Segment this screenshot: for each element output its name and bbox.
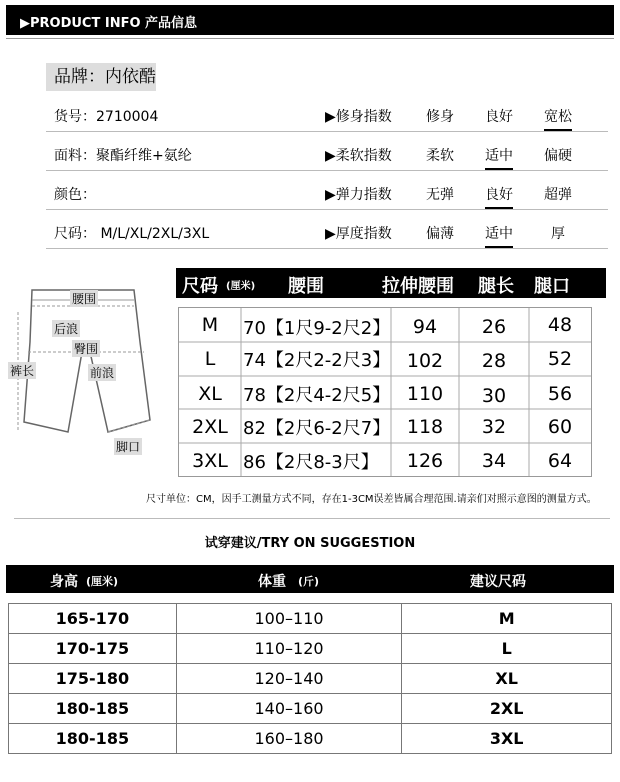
height-cell: 180-185 bbox=[9, 724, 177, 754]
header-title: ▶PRODUCT INFO 产品信息 bbox=[20, 16, 198, 31]
suggestion-table bbox=[8, 603, 612, 754]
height-cell: 180-185 bbox=[9, 694, 177, 724]
size-unit-label: (厘米) bbox=[226, 281, 256, 292]
stretch-opt-0: 无弹 bbox=[426, 187, 454, 203]
waist-cell: 70【1尺9-2尺2】 bbox=[243, 318, 391, 339]
header-divider bbox=[6, 38, 614, 39]
row-divider bbox=[46, 170, 608, 171]
size-cell: 3XL bbox=[192, 450, 228, 472]
row-divider bbox=[46, 131, 608, 132]
leg-opening-cell: 64 bbox=[547, 450, 573, 472]
diagram-waist-label: 腰围 bbox=[72, 292, 97, 306]
diagram-front-rise-label: 前浪 bbox=[90, 366, 115, 380]
waist-cell: 78【2尺4-2尺5】 bbox=[243, 385, 391, 406]
diagram-length-label: 裤长 bbox=[10, 364, 35, 378]
size-cell: 2XL bbox=[192, 416, 228, 438]
size-cell: M bbox=[201, 314, 219, 336]
fit-opt-0: 修身 bbox=[426, 109, 454, 125]
shorts-diagram bbox=[8, 282, 168, 460]
weight-cell: 160–180 bbox=[176, 724, 402, 754]
thickness-opt-1-selected: 适中 bbox=[485, 223, 513, 248]
suggestion-row bbox=[9, 664, 612, 694]
stretch-index-label: ▶弹力指数 bbox=[325, 187, 392, 203]
row-divider bbox=[46, 248, 608, 249]
waist-col-header: 腰围 bbox=[288, 276, 324, 297]
waist-cell: 74【2尺2-2尺3】 bbox=[243, 350, 391, 371]
leg-length-cell: 28 bbox=[481, 350, 507, 372]
section-divider bbox=[14, 518, 610, 519]
suggestion-row bbox=[9, 604, 612, 634]
stretch-waist-cell: 118 bbox=[406, 416, 444, 438]
weight-col-header: 体重 bbox=[258, 574, 286, 590]
softness-opt-1-selected: 适中 bbox=[485, 145, 513, 170]
diagram-hip-label: 臀围 bbox=[74, 342, 99, 356]
thickness-opt-2: 厚 bbox=[551, 226, 565, 242]
size-cell: L bbox=[204, 348, 216, 370]
leg-length-col-header: 腿长 bbox=[478, 276, 514, 297]
stretch-opt-1-selected: 良好 bbox=[485, 184, 513, 209]
suggested-size-col-header: 建议尺码 bbox=[470, 574, 526, 590]
height-cell: 175-180 bbox=[9, 664, 177, 694]
size-cell: 3XL bbox=[402, 724, 612, 754]
fit-index-label: ▶修身指数 bbox=[325, 109, 392, 125]
weight-cell: 140–160 bbox=[176, 694, 402, 724]
fit-opt-2-selected: 宽松 bbox=[544, 106, 572, 131]
leg-length-cell: 34 bbox=[481, 450, 507, 472]
leg-opening-cell: 60 bbox=[547, 416, 573, 438]
stretch-waist-cell: 110 bbox=[406, 383, 444, 405]
suggestion-row bbox=[9, 694, 612, 724]
suggestion-title: 试穿建议/TRY ON SUGGESTION bbox=[204, 536, 416, 551]
suggestion-header bbox=[6, 565, 614, 593]
size-col-header: 尺码 bbox=[182, 276, 218, 297]
height-cell: 165-170 bbox=[9, 604, 177, 634]
fabric: 面料：聚酯纤维+氨纶 bbox=[54, 148, 192, 164]
stretch-opt-2: 超弹 bbox=[544, 187, 572, 203]
leg-length-cell: 30 bbox=[481, 385, 507, 407]
height-unit-label: (厘米) bbox=[86, 575, 119, 588]
suggestion-row bbox=[9, 634, 612, 664]
row-divider bbox=[46, 209, 608, 210]
item-number: 货号：2710004 bbox=[54, 109, 159, 125]
leg-opening-cell: 48 bbox=[547, 314, 573, 336]
height-col-header: 身高 bbox=[50, 574, 78, 590]
leg-opening-cell: 52 bbox=[547, 348, 573, 370]
softness-opt-2: 偏硬 bbox=[544, 148, 572, 164]
brand-label: 品牌：内依酷 bbox=[46, 63, 156, 91]
diagram-back-rise-label: 后浪 bbox=[54, 322, 79, 336]
weight-cell: 110–120 bbox=[176, 634, 402, 664]
leg-length-cell: 26 bbox=[481, 316, 507, 338]
leg-length-cell: 32 bbox=[481, 416, 507, 438]
softness-index-label: ▶柔软指数 bbox=[325, 148, 392, 164]
measurement-note: 尺寸单位：CM，因手工测量方式不同，存在1-3CM误差皆属合理范围.请亲们对照示意图的测量方式。 bbox=[146, 494, 597, 505]
size-table-header bbox=[176, 268, 606, 298]
diagram-leg-opening-label: 脚口 bbox=[116, 440, 141, 454]
size-cell: L bbox=[402, 634, 612, 664]
thickness-opt-0: 偏薄 bbox=[426, 226, 454, 242]
waist-cell: 82【2尺6-2尺7】 bbox=[243, 418, 391, 439]
stretch-waist-cell: 102 bbox=[406, 350, 444, 372]
fit-opt-1: 良好 bbox=[485, 109, 513, 125]
leg-opening-cell: 56 bbox=[547, 383, 573, 405]
size-cell: XL bbox=[402, 664, 612, 694]
waist-cell: 86【2尺8-3尺】 bbox=[243, 452, 379, 473]
color: 颜色： bbox=[54, 187, 96, 203]
header-bar bbox=[6, 5, 614, 35]
suggestion-row bbox=[9, 724, 612, 754]
sizes: 尺码： M/L/XL/2XL/3XL bbox=[54, 226, 210, 242]
size-cell: M bbox=[402, 604, 612, 634]
weight-unit-label: (斤) bbox=[298, 575, 320, 588]
stretch-waist-cell: 94 bbox=[412, 316, 438, 338]
softness-opt-0: 柔软 bbox=[426, 148, 454, 164]
leg-opening-col-header: 腿口 bbox=[534, 276, 570, 297]
weight-cell: 100–110 bbox=[176, 604, 402, 634]
size-table bbox=[178, 307, 592, 477]
height-cell: 170-175 bbox=[9, 634, 177, 664]
size-cell: 2XL bbox=[402, 694, 612, 724]
thickness-index-label: ▶厚度指数 bbox=[325, 226, 392, 242]
stretch-waist-col-header: 拉伸腰围 bbox=[382, 276, 454, 297]
weight-cell: 120–140 bbox=[176, 664, 402, 694]
size-cell: XL bbox=[198, 383, 222, 405]
stretch-waist-cell: 126 bbox=[406, 450, 444, 472]
